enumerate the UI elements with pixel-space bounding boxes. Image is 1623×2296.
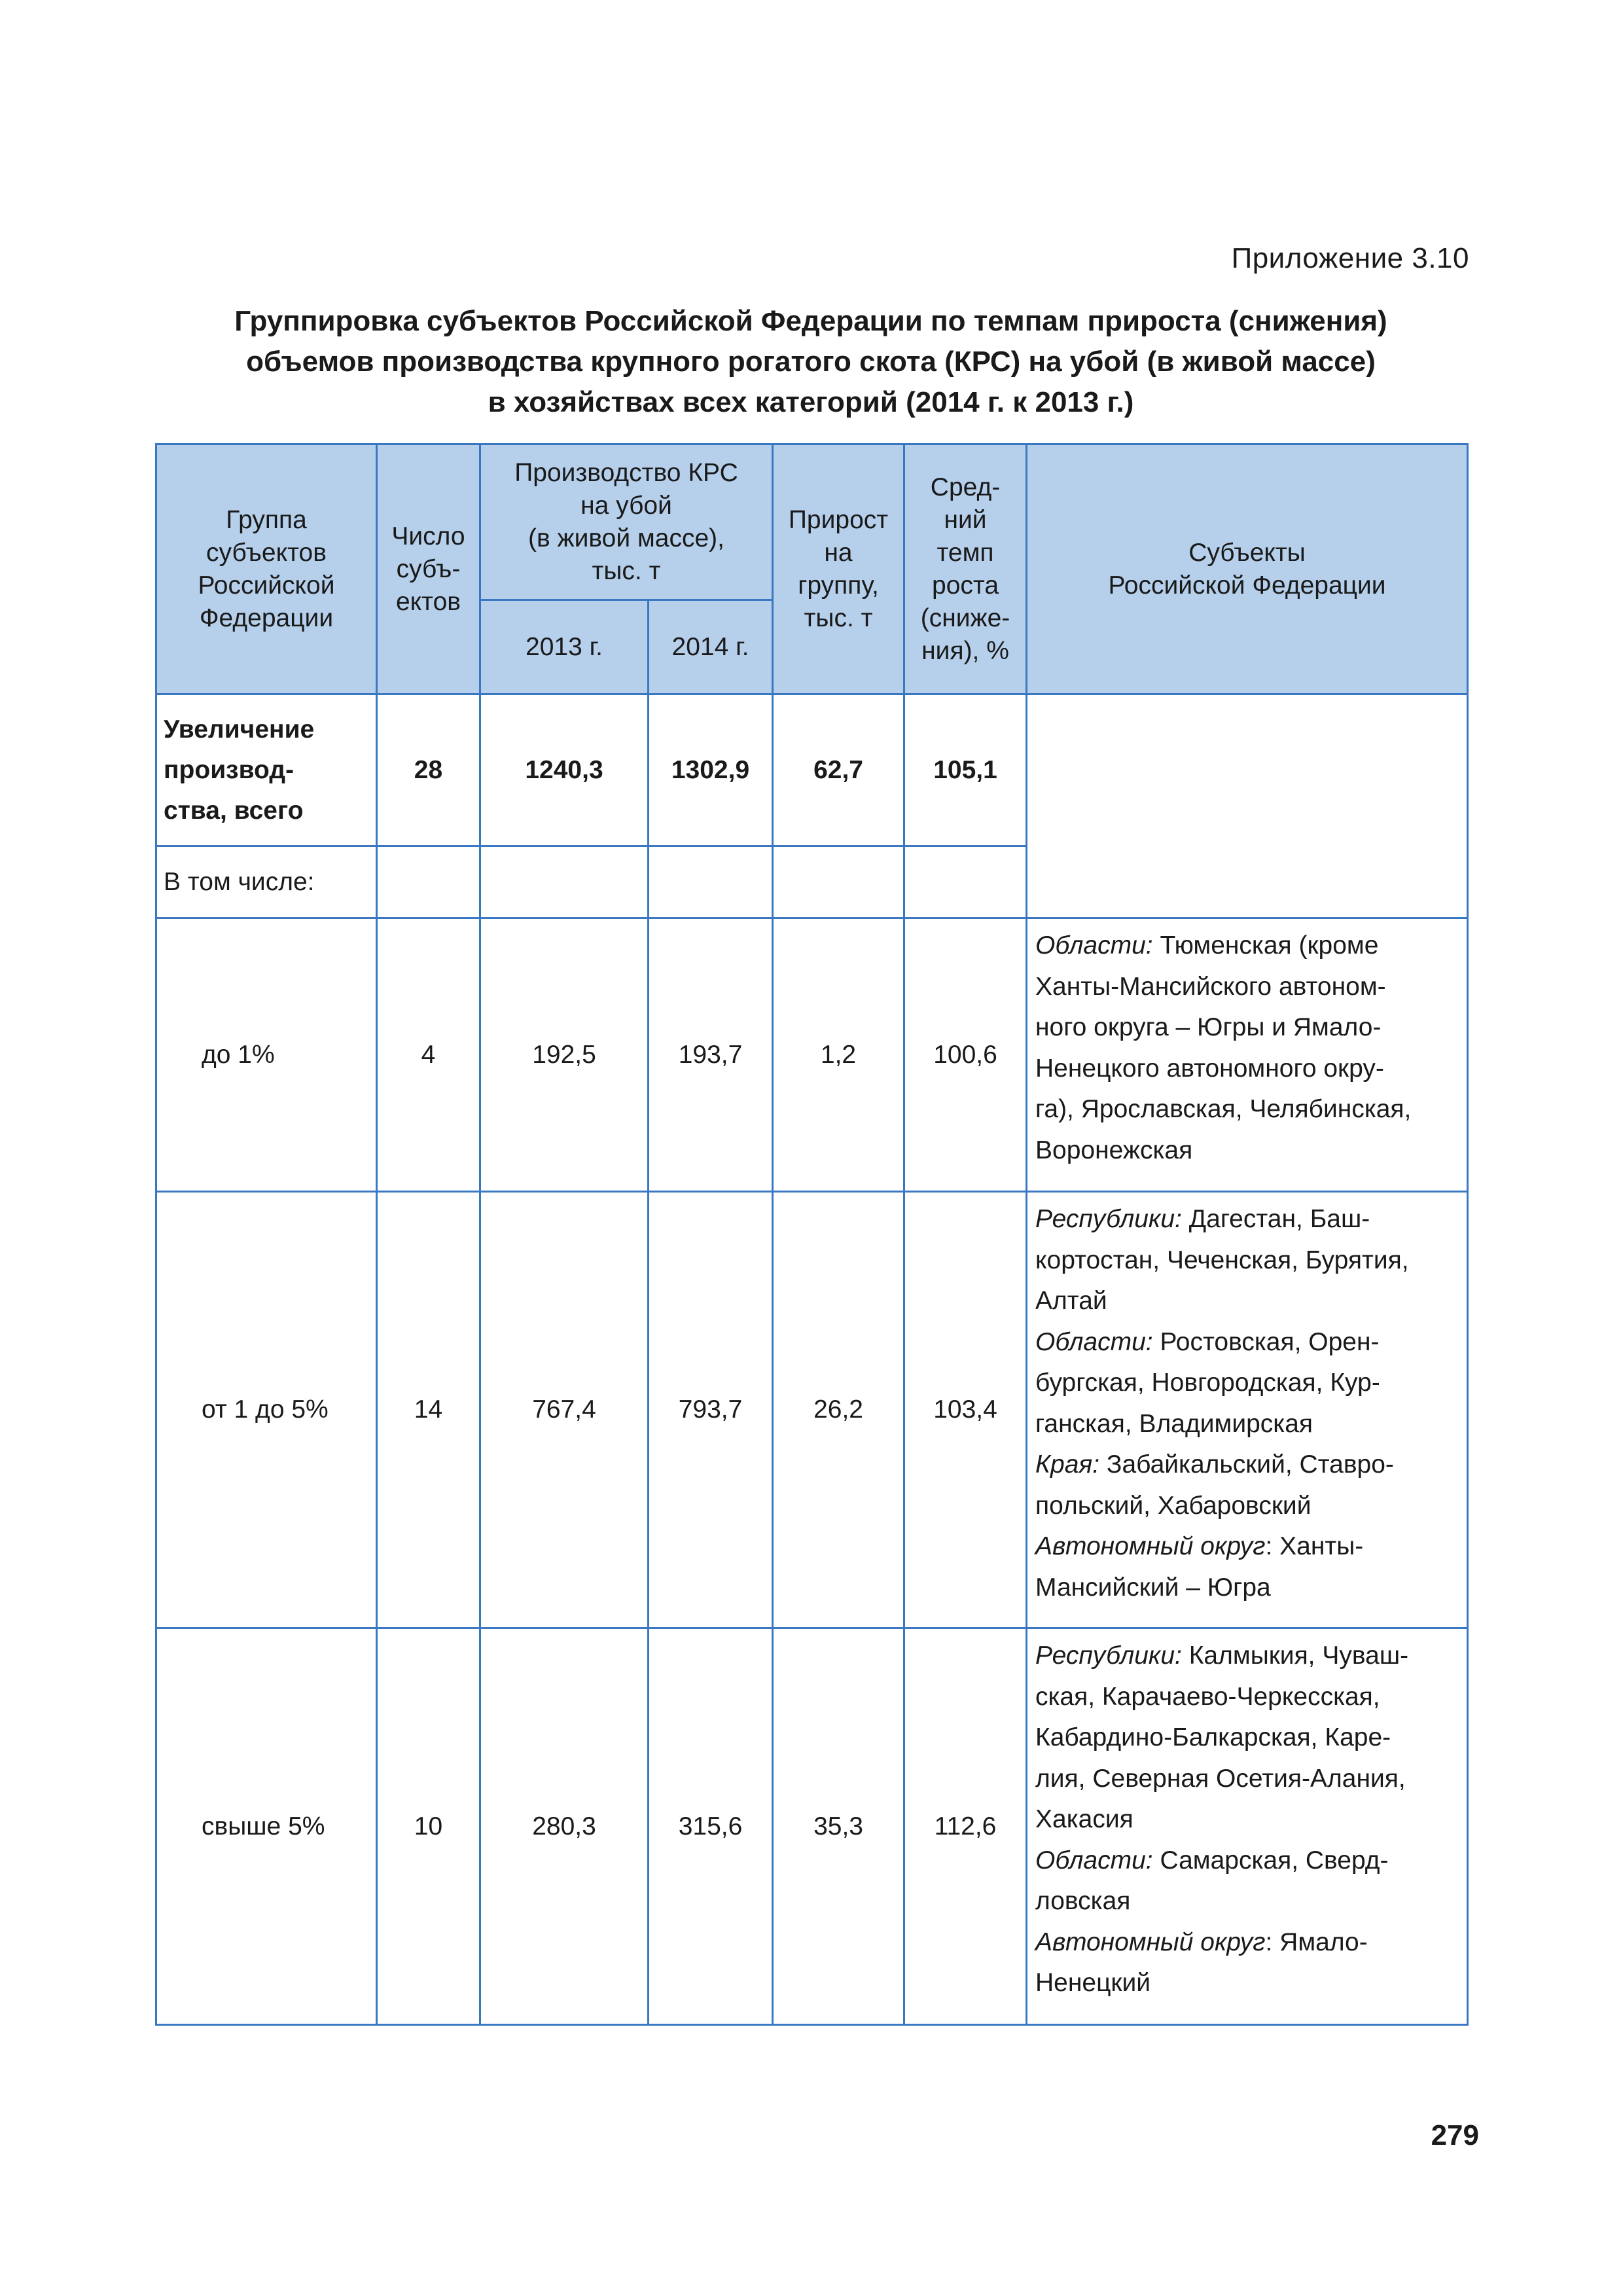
total-row: [156, 694, 1468, 846]
including-label: В том числе:: [156, 846, 377, 918]
subjects-list: [1027, 918, 1468, 1192]
subjects-line: ская, Карачаево-Черкесская,: [1035, 1682, 1380, 1711]
empty-cell: [904, 846, 1027, 918]
subjects-list: [1027, 1628, 1468, 2025]
header-group: Группа субъектов Российской Федерации: [156, 444, 377, 694]
header-year-2013: 2013 г.: [480, 600, 649, 694]
title-line-1: Группировка субъектов Российской Федерации по темпам прироста (снижения): [234, 305, 1387, 337]
value-2014: 315,6: [649, 1628, 773, 2025]
page-number: 279: [1431, 2119, 1479, 2151]
subjects-line: ловская: [1035, 1887, 1131, 1915]
total-count: 28: [377, 694, 480, 846]
subjects-line: польский, Хабаровский: [1035, 1491, 1311, 1520]
count-value: 14: [377, 1192, 480, 1628]
subjects-line: бургская, Новгородская, Кур-: [1035, 1369, 1380, 1397]
group-label: свыше 5%: [156, 1628, 377, 2025]
total-increase: 62,7: [773, 694, 904, 846]
subjects-line: Автономный округ: Ямало-: [1035, 1928, 1368, 1956]
subjects-line: Области: Ростовская, Орен-: [1035, 1327, 1380, 1356]
value-2013: 192,5: [480, 918, 649, 1192]
subjects-line: Ханты-Мансийского автоном-: [1035, 972, 1386, 1001]
value-2014: 793,7: [649, 1192, 773, 1628]
title-line-2: объемов производства крупного рогатого скота (КРС) на убой (в живой массе): [246, 346, 1376, 378]
group-label: до 1%: [156, 918, 377, 1192]
total-subjects-empty: [1027, 694, 1468, 918]
subjects-line: Ненецкого автономного окру-: [1035, 1054, 1384, 1083]
count-value: 4: [377, 918, 480, 1192]
table-row: [156, 1628, 1468, 2025]
total-2014: 1302,9: [649, 694, 773, 846]
increase-value: 35,3: [773, 1628, 904, 2025]
rate-value: 100,6: [904, 918, 1027, 1192]
total-label: Увеличение производ- ства, всего: [156, 694, 377, 846]
subjects-line: кортостан, Чеченская, Бурятия,: [1035, 1246, 1409, 1274]
empty-cell: [649, 846, 773, 918]
value-2014: 193,7: [649, 918, 773, 1192]
subjects-line: ганская, Владимирская: [1035, 1409, 1313, 1438]
subjects-line: Автономный округ: Ханты-: [1035, 1532, 1364, 1560]
rate-value: 112,6: [904, 1628, 1027, 2025]
subjects-line: Края: Забайкальский, Ставро-: [1035, 1450, 1394, 1479]
empty-cell: [773, 846, 904, 918]
count-value: 10: [377, 1628, 480, 2025]
subjects-line: Мансийский – Югра: [1035, 1573, 1271, 1602]
subjects-line: Воронежская: [1035, 1136, 1193, 1164]
subjects-line: лия, Северная Осетия-Алания,: [1035, 1764, 1406, 1793]
empty-cell: [377, 846, 480, 918]
appendix-label: Приложение 3.10: [1231, 242, 1469, 274]
table-title: [155, 301, 1467, 423]
subjects-line: Хакасия: [1035, 1805, 1133, 1833]
increase-value: 1,2: [773, 918, 904, 1192]
subjects-line: Республики: Калмыкия, Чуваш-: [1035, 1641, 1409, 1670]
title-line-3: в хозяйствах всех категорий (2014 г. к 2013 г.): [488, 386, 1134, 418]
header-increase: Прирост на группу, тыс. т: [773, 444, 904, 694]
subjects-line: ного округа – Югры и Ямало-: [1035, 1013, 1382, 1041]
subjects-line: га), Ярославская, Челябинская,: [1035, 1095, 1412, 1123]
subjects-line: Республики: Дагестан, Баш-: [1035, 1205, 1370, 1233]
value-2013: 280,3: [480, 1628, 649, 2025]
increase-value: 26,2: [773, 1192, 904, 1628]
rate-value: 103,4: [904, 1192, 1027, 1628]
table-row: [156, 918, 1468, 1192]
subjects-line: Области: Самарская, Сверд-: [1035, 1846, 1389, 1874]
total-rate: 105,1: [904, 694, 1027, 846]
header-subjects: Субъекты Российской Федерации: [1027, 444, 1468, 694]
group-label: от 1 до 5%: [156, 1192, 377, 1628]
grouping-table: [155, 443, 1469, 2026]
empty-cell: [480, 846, 649, 918]
table-row: [156, 1192, 1468, 1628]
header-production: Производство КРС на убой (в живой массе), тыс. т: [480, 444, 773, 600]
value-2013: 767,4: [480, 1192, 649, 1628]
header-year-2014: 2014 г.: [649, 600, 773, 694]
header-avg-rate: Сред- ний темп роста (сниже- ния), %: [904, 444, 1027, 694]
subjects-line: Алтай: [1035, 1287, 1107, 1315]
subjects-line: Ненецкий: [1035, 1969, 1151, 1997]
total-2013: 1240,3: [480, 694, 649, 846]
subjects-list: [1027, 1192, 1468, 1628]
header-count: Число субъ- ектов: [377, 444, 480, 694]
subjects-line: Области: Тюменская (кроме: [1035, 931, 1379, 960]
subjects-line: Кабардино-Балкарская, Каре-: [1035, 1723, 1391, 1751]
